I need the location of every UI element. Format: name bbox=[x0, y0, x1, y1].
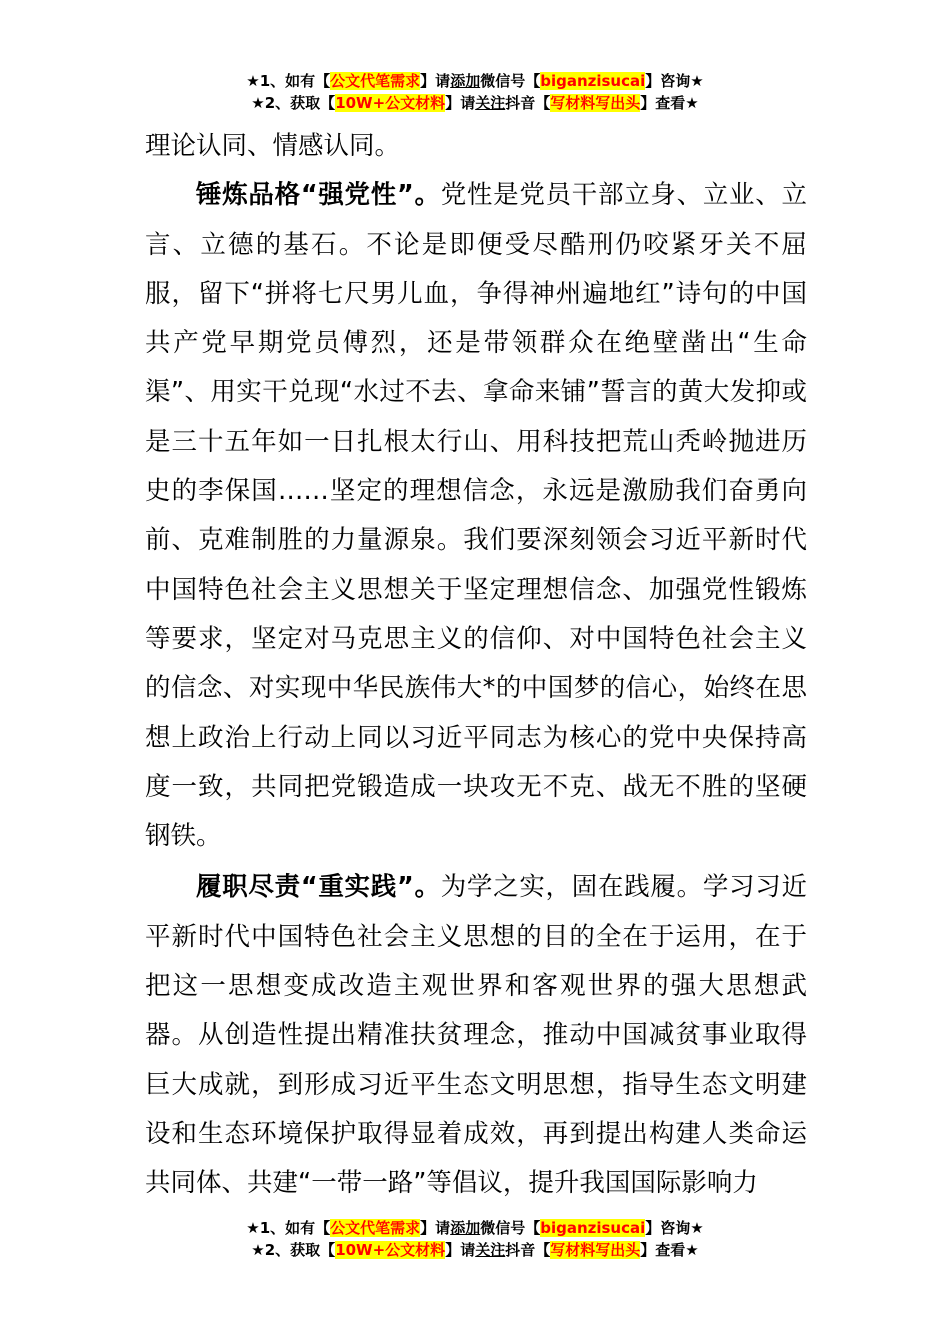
paragraph-text: 为学之实，固在践履。学习习近平新时代中国特色社会主义思想的目的全在于运用，在于把这一思想变成改造主观世界和客观世界的强大思想武器。从创造性提出精准扶贫理念，推动中国减贫事业取得巨大成就，到形成习近平生态文明思想，指导生态文明建设和生态环境保护取得显着成效，再到提出构建人类命运共同体、共建“一带一路”等倡议，提升我国国际影响力 bbox=[145, 872, 807, 1199]
banner-highlight: 公文代笔需求 bbox=[330, 1219, 421, 1237]
banner-text: ★1、如有【 bbox=[246, 1219, 331, 1237]
banner-text: 抖音【 bbox=[505, 1241, 551, 1259]
banner-highlight: 10W+公文材料 bbox=[335, 1241, 446, 1259]
banner-underline: 关注 bbox=[475, 94, 506, 112]
footer-banner bbox=[0, 1217, 950, 1261]
paragraph-lead: 履职尽责“重实践”。 bbox=[196, 872, 441, 903]
banner-highlight: 公文代笔需求 bbox=[330, 72, 421, 90]
banner-underline: 添加 bbox=[450, 1219, 481, 1237]
banner-text: 】查看★ bbox=[640, 1241, 699, 1259]
banner-text: 微信号【 bbox=[480, 72, 541, 90]
header-banner-line-2 bbox=[0, 92, 950, 114]
banner-text: ★2、获取【 bbox=[251, 94, 336, 112]
header-banner bbox=[0, 70, 950, 114]
banner-text: 】查看★ bbox=[640, 94, 699, 112]
banner-text: 】请 bbox=[420, 72, 451, 90]
banner-douyin-id: 写材料写出头 bbox=[550, 1241, 641, 1259]
banner-douyin-id: 写材料写出头 bbox=[550, 94, 641, 112]
banner-text: ★2、获取【 bbox=[251, 1241, 336, 1259]
banner-text: ★1、如有【 bbox=[246, 72, 331, 90]
header-banner-line-1 bbox=[0, 70, 950, 92]
paragraph-practice bbox=[145, 863, 807, 1208]
banner-text: 】请 bbox=[445, 94, 476, 112]
paragraph-party-spirit bbox=[145, 171, 807, 861]
banner-text: 】咨询★ bbox=[645, 72, 704, 90]
paragraph-continuation: 理论认同、情感认同。 bbox=[145, 131, 401, 161]
banner-underline: 关注 bbox=[475, 1241, 506, 1259]
paragraph-lead: 锤炼品格“强党性”。 bbox=[196, 180, 441, 211]
paragraph-text: 党性是党员干部立身、立业、立言、立德的基石。不论是即便受尽酷刑仍咬紧牙关不屈服，留下“拼将七尺男儿血，争得神州遍地红”诗句的中国共产党早期党员傅烈，还是带领群众在绝壁凿出“生命渠”、用实干兑现“水过不去、拿命来铺”誓言的黄大发抑或是三十五年如一日扎根太行山、用科技把荒山秃岭抛进历史的李保国……坚定的理想信念，永远是激励我们奋勇向前、克难制胜的力量源泉。我们要深刻领会习近平新时代中国特色社会主义思想关于坚定理想信念、加强党性锻炼等要求，坚定对马克思主义的信仰、对中国特色社会主义的信念、对实现中华民族伟大*的中国梦的信心，始终在思想上政治上行动上同以习近平同志为核心的党中央保持高度一致，共同把党锻造成一块攻无不克、战无不胜的坚硬钢铁。 bbox=[145, 180, 807, 852]
document-body bbox=[145, 122, 807, 1209]
banner-text: 抖音【 bbox=[505, 94, 551, 112]
banner-text: 】请 bbox=[445, 1241, 476, 1259]
banner-text: 】咨询★ bbox=[645, 1219, 704, 1237]
banner-text: 微信号【 bbox=[480, 1219, 541, 1237]
banner-underline: 添加 bbox=[450, 72, 481, 90]
footer-banner-line-1 bbox=[0, 1217, 950, 1239]
footer-banner-line-2 bbox=[0, 1239, 950, 1261]
banner-highlight: 10W+公文材料 bbox=[335, 94, 446, 112]
banner-text: 】请 bbox=[420, 1219, 451, 1237]
banner-wechat-id: biganzisucai bbox=[540, 1219, 646, 1237]
banner-wechat-id: biganzisucai bbox=[540, 72, 646, 90]
